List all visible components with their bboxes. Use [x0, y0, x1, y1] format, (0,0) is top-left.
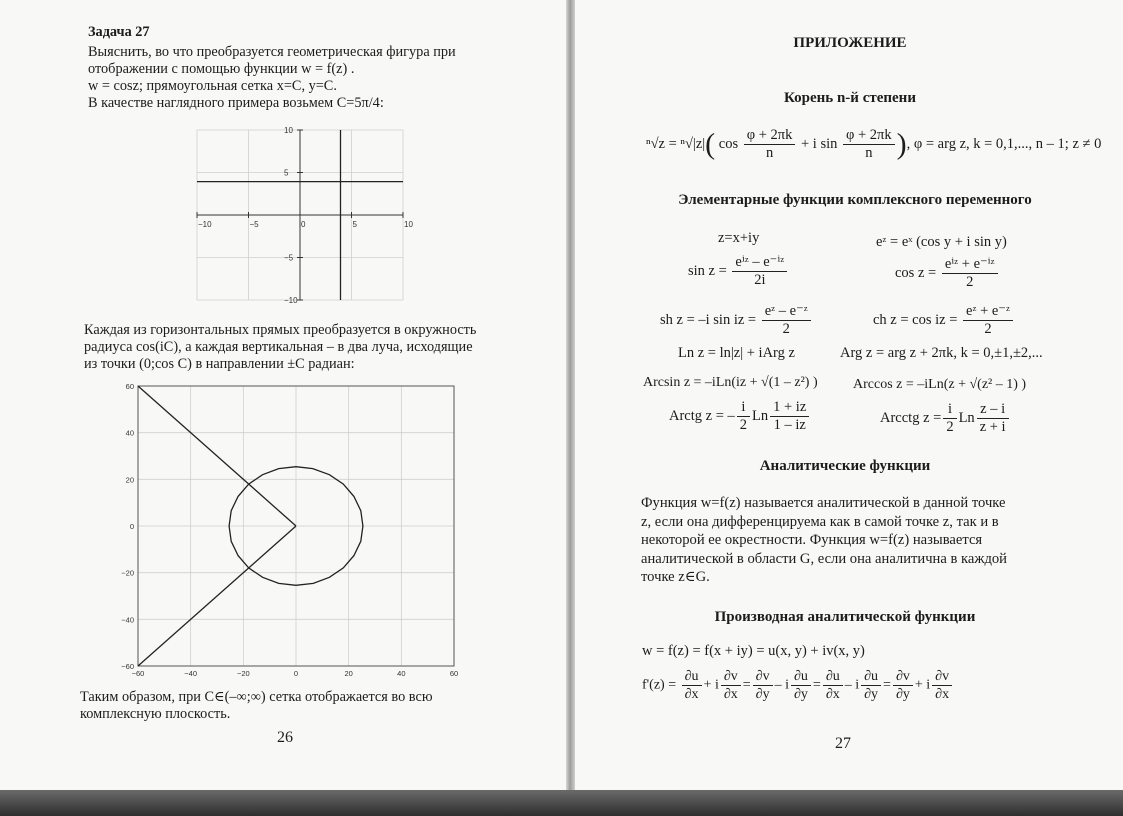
- arcctg-ln: Ln: [958, 409, 975, 426]
- d-x: ∂x: [723, 687, 738, 702]
- cos-den: 2: [966, 274, 974, 290]
- minus-i: – i: [844, 677, 860, 693]
- eq: =: [812, 677, 821, 693]
- d-x: ∂x: [825, 687, 840, 702]
- x-tick-label: 60: [449, 669, 459, 678]
- paragraph-line: радиуса cos(iC), а каждая вертикальная – в два луча, исходящие: [84, 339, 473, 355]
- d-y: ∂y: [895, 687, 910, 702]
- d-y: ∂y: [755, 687, 770, 702]
- formula-arcsin: Arcsin z = –iLn(iz + √(1 – z²) ): [643, 375, 818, 390]
- paragraph-line: Каждая из горизонтальных прямых преобразуется в окружность: [84, 322, 477, 338]
- d-v: ∂v: [753, 668, 773, 686]
- arcctg-c-den: 2: [946, 419, 954, 435]
- arctg-den: 1 – iz: [773, 417, 806, 433]
- d-y: ∂y: [793, 687, 808, 702]
- sin-lhs: sin z =: [688, 262, 727, 279]
- eq: =: [883, 677, 891, 693]
- root-num: φ + 2πk: [744, 127, 796, 145]
- formula-w: w = f(z) = f(x + iy) = u(x, y) + iv(x, y): [642, 643, 865, 659]
- mapping-paragraph: [84, 322, 499, 373]
- x-tick-label: −60: [131, 669, 145, 678]
- formula-sh: [660, 303, 813, 338]
- appendix-title: ПРИЛОЖЕНИЕ: [793, 35, 907, 51]
- cos-num: eⁱᶻ + e⁻ⁱᶻ: [942, 256, 998, 274]
- arcctg-num: z – i: [977, 401, 1009, 419]
- analytic-line: точке z∈G.: [641, 569, 710, 585]
- y-tick-label: −10: [284, 296, 298, 305]
- formula-arcctg: [880, 401, 1011, 436]
- x-tick-label: −20: [236, 669, 250, 678]
- eq: =: [742, 677, 751, 693]
- formula-derivative: [642, 668, 954, 703]
- analytic-line: Функция w=f(z) называется аналитической в данной точке: [641, 495, 1006, 511]
- grid-plot: [185, 120, 415, 305]
- y-tick-label: 5: [284, 168, 289, 178]
- formula-cos: [895, 256, 1000, 291]
- page-number-left: 26: [277, 729, 293, 746]
- formula-root: ⁿ√z = ⁿ√|z|( cos $\frac{\varphi + 2\pi k}{n}$ + i sin $\frac{\varphi + 2\pi k}{n}$ ), φ = arg z, k = 0,1,..., n – 1; z ≠ 0: [646, 127, 1102, 161]
- root-den: n: [765, 145, 774, 161]
- x-tick-label: −10: [198, 220, 212, 229]
- scanner-edge: [0, 790, 1123, 816]
- analytic-line: аналитической в области G, если она аналитична в каждой: [641, 550, 1007, 567]
- section-elementary: Элементарные функции комплексного переменного: [678, 192, 1032, 208]
- conclusion-paragraph: [80, 689, 495, 723]
- d-u: ∂u: [823, 668, 843, 686]
- sin-num: eⁱᶻ – e⁻ⁱᶻ: [732, 254, 787, 272]
- y-tick-label: 0: [129, 522, 134, 531]
- x-tick-label: 0: [293, 669, 299, 678]
- y-tick-label: 20: [125, 475, 134, 485]
- deriv-lhs: f'(z) =: [642, 677, 677, 693]
- conclusion-line: комплексную плоскость.: [80, 706, 231, 722]
- y-tick-label: −20: [121, 568, 134, 578]
- sh-num: eᶻ – e⁻ᶻ: [762, 303, 811, 321]
- d-x: ∂x: [684, 687, 699, 702]
- series-line: [138, 526, 296, 666]
- minus-i: – i: [774, 677, 789, 693]
- x-tick-label: 0: [301, 220, 306, 229]
- task-statement: [88, 44, 501, 112]
- section-derivative: Производная аналитической функции: [714, 609, 976, 625]
- d-v: ∂v: [932, 668, 952, 686]
- arctg-c-num: i: [737, 399, 750, 417]
- arctg-c-den: 2: [739, 417, 748, 433]
- x-tick-label: −40: [184, 669, 198, 678]
- x-tick-label: 20: [344, 669, 353, 678]
- formula-arccos: Arccos z = –iLn(z + √(z² – 1) ): [853, 377, 1027, 392]
- task-line: Выяснить, во что преобразуется геометрическая фигура при: [88, 44, 456, 60]
- y-tick-label: −60: [121, 662, 134, 671]
- root-den: n: [865, 145, 873, 161]
- d-y: ∂y: [864, 687, 879, 702]
- task-title: Задача 27: [88, 24, 150, 40]
- book-spine: [566, 0, 575, 790]
- formula-arg: Arg z = arg z + 2πk, k = 0,±1,±2,...: [840, 345, 1043, 361]
- formula-z: z=x+iy: [718, 230, 760, 246]
- ch-lhs: ch z = cos iz =: [873, 311, 958, 328]
- arcctg-c-num: i: [943, 401, 956, 419]
- arctg-ln: Ln: [752, 407, 769, 424]
- d-x: ∂x: [935, 687, 950, 702]
- d-u: ∂u: [791, 668, 811, 686]
- d-v: ∂v: [721, 668, 741, 686]
- formula-exp: eᶻ = eˣ (cos y + i sin y): [876, 234, 1007, 250]
- x-tick-label: 40: [397, 669, 406, 678]
- x-tick-label: −5: [249, 220, 259, 229]
- y-tick-label: 40: [125, 428, 134, 438]
- d-u: ∂u: [861, 668, 881, 686]
- image-plot: [112, 378, 462, 678]
- analytic-line: z, если она дифференцируема как в самой точке z, так и в: [641, 513, 999, 530]
- arctg-num: 1 + iz: [770, 399, 809, 417]
- arcctg-den: z + i: [979, 419, 1006, 435]
- x-tick-label: 10: [404, 220, 413, 229]
- analytic-line: некоторой ее окрестности. Функция w=f(z) называется: [641, 532, 983, 548]
- paragraph-line: из точки (0;cos C) в направлении ±C радиан:: [84, 356, 355, 372]
- sin-den: 2i: [754, 272, 766, 288]
- analytic-paragraph: [641, 494, 1051, 587]
- task-line: w = cosz; прямоугольная сетка x=C, y=C.: [88, 78, 337, 94]
- root-isin: + i sin: [801, 135, 838, 152]
- x-tick-label: 5: [352, 220, 357, 229]
- plus-i: + i: [703, 677, 719, 693]
- y-tick-label: 60: [125, 382, 134, 391]
- root-num: φ + 2πk: [843, 127, 895, 145]
- plus-i: + i: [914, 677, 931, 693]
- d-u: ∂u: [682, 668, 702, 686]
- sh-lhs: sh z = –i sin iz =: [660, 311, 757, 328]
- arcctg-lhs: Arcctg z =: [880, 409, 942, 426]
- task-line: В качестве наглядного примера возьмем C=5π/4:: [88, 95, 384, 111]
- section-analytic: Аналитические функции: [759, 458, 931, 474]
- y-tick-label: 10: [284, 126, 293, 135]
- d-v: ∂v: [893, 668, 913, 686]
- formula-arctg: [669, 399, 811, 434]
- series-line: [138, 386, 296, 526]
- formula-sin: [688, 254, 789, 289]
- y-tick-label: −5: [284, 253, 294, 263]
- page-number-right: 27: [835, 735, 851, 752]
- formula-ln: Ln z = ln|z| + iArg z: [678, 345, 795, 361]
- conclusion-line: Таким образом, при C∈(–∞;∞) сетка отображается во всю: [80, 689, 433, 705]
- task-line: отображении с помощью функции w = f(z) .: [88, 61, 355, 77]
- formula-ch: [873, 303, 1015, 338]
- cos-lhs: cos z =: [895, 264, 937, 281]
- root-cos: cos: [718, 135, 739, 152]
- ch-num: eᶻ + e⁻ᶻ: [963, 303, 1013, 321]
- root-tail: , φ = arg z, k = 0,1,..., n – 1; z ≠ 0: [906, 135, 1102, 152]
- ch-den: 2: [984, 321, 992, 337]
- sh-den: 2: [782, 321, 790, 337]
- y-tick-label: −40: [121, 615, 134, 625]
- arctg-lhs: Arctg z = –: [669, 407, 735, 424]
- root-lhs: ⁿ√z = ⁿ√|z|: [646, 135, 706, 152]
- section-root: Корень n-й степени: [784, 90, 916, 106]
